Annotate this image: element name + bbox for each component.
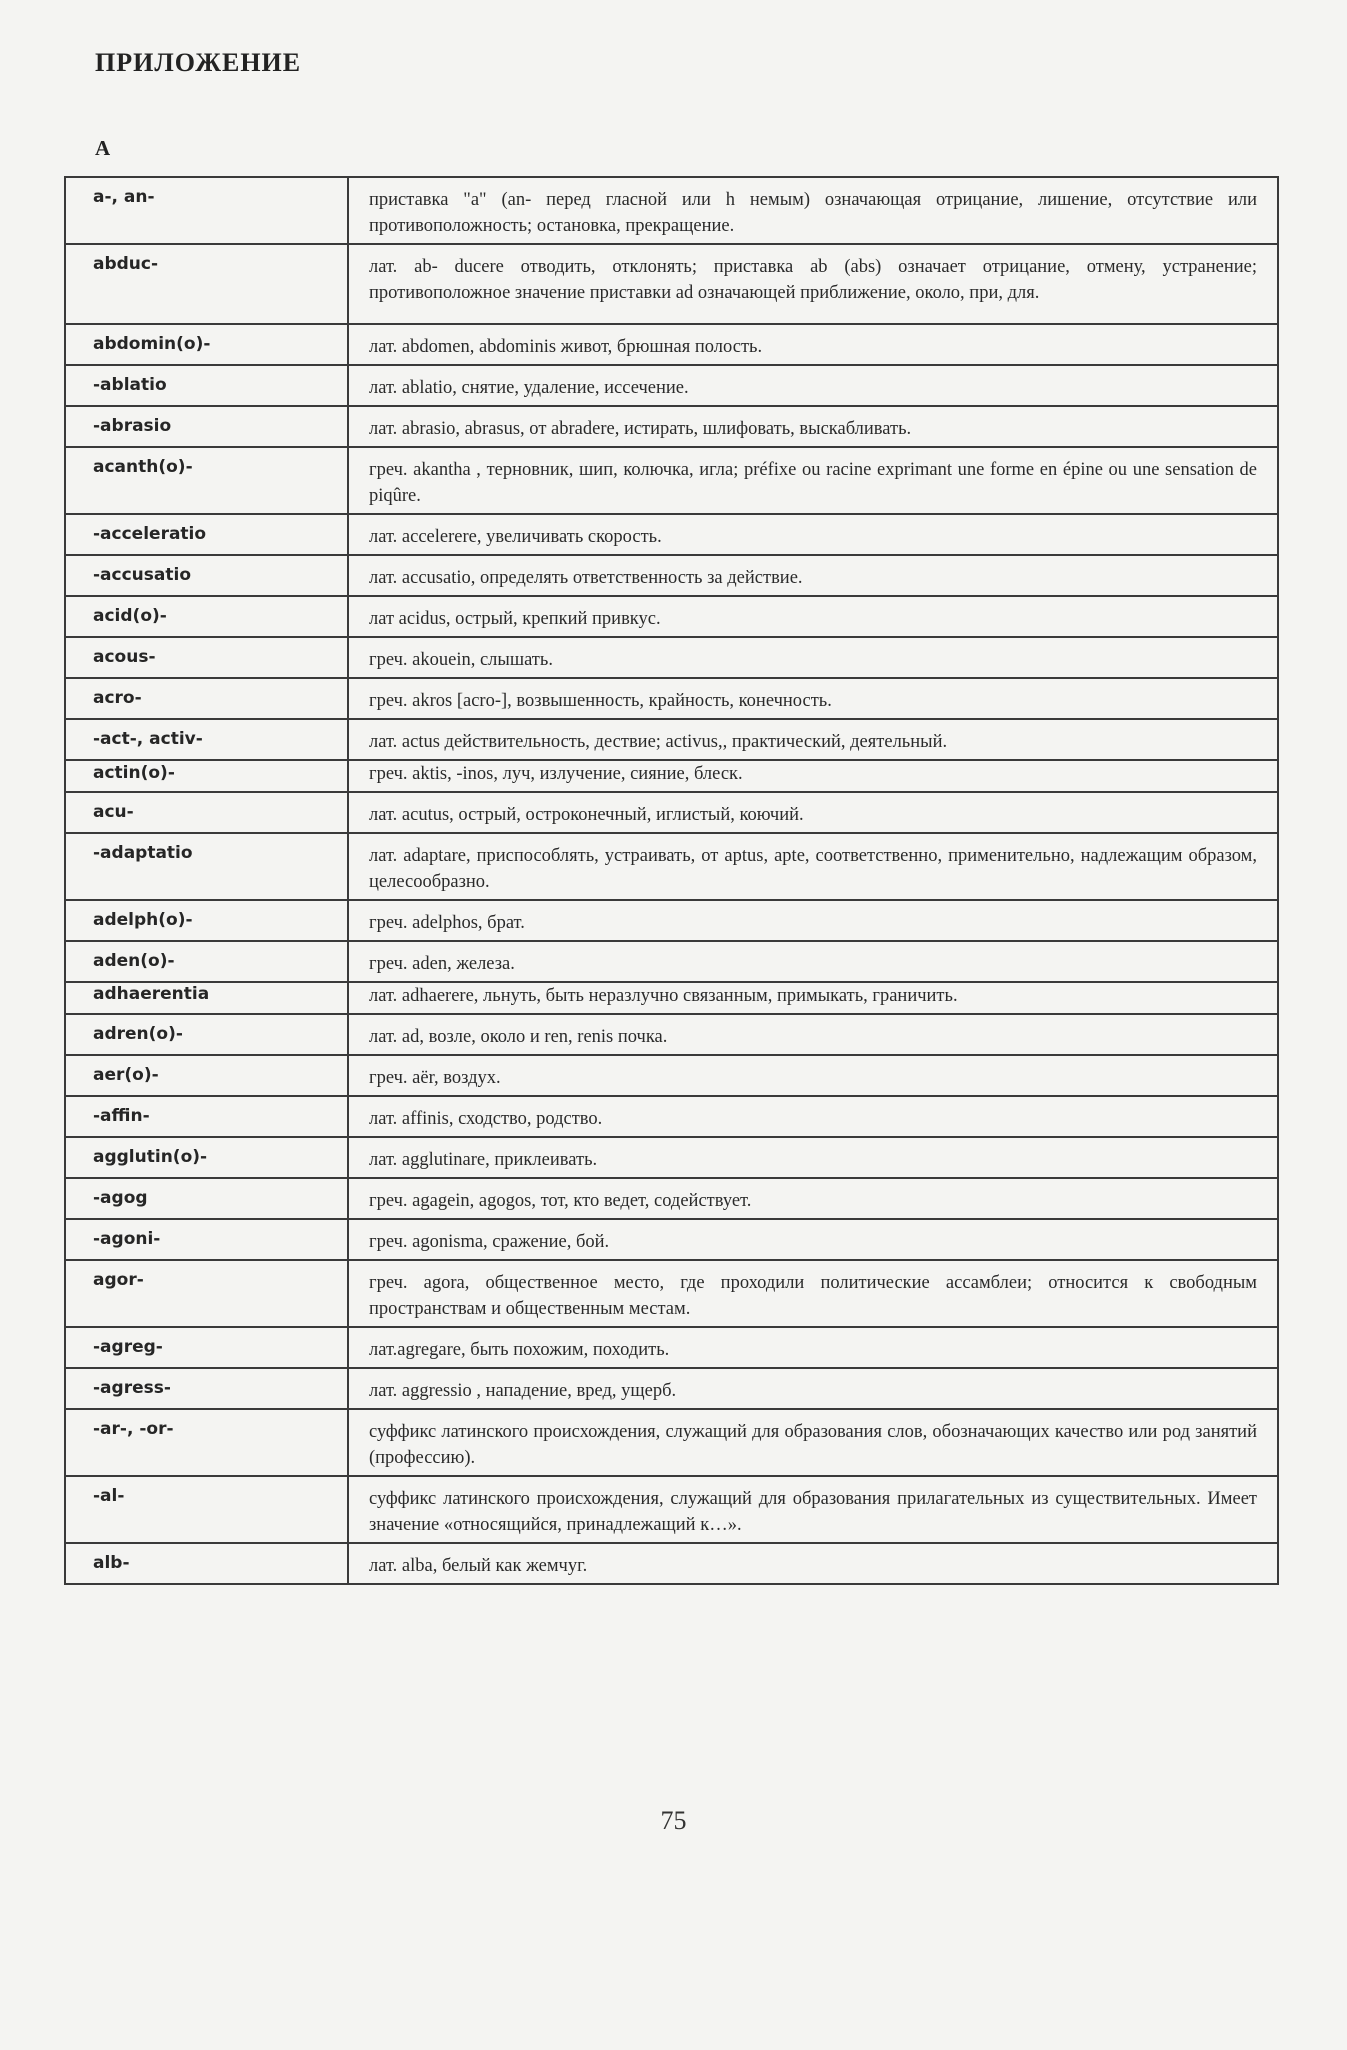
- table-row: [65, 982, 1278, 1014]
- entry-term: abdomin(o)-: [65, 324, 348, 365]
- table-row: [65, 1409, 1278, 1476]
- entry-definition: лат.agregare, быть похожим, походить.: [348, 1327, 1278, 1368]
- table-row: [65, 555, 1278, 596]
- entry-term: -al-: [65, 1476, 348, 1543]
- entry-definition: греч. agora, общественное место, где проходили политические ассамблеи; относится к свободным пространствам и общественным местам.: [348, 1260, 1278, 1327]
- table-row: [65, 1014, 1278, 1055]
- entry-definition: лат. acutus, острый, остроконечный, иглистый, коючий.: [348, 792, 1278, 833]
- entry-term: acu-: [65, 792, 348, 833]
- entry-definition: лат. adhaerere, льнуть, быть неразлучно связанным, примыкать, граничить.: [348, 982, 1278, 1014]
- table-row: [65, 833, 1278, 900]
- entry-term: -agress-: [65, 1368, 348, 1409]
- entry-definition: лат. abdomen, abdominis живот, брюшная полость.: [348, 324, 1278, 365]
- entry-definition: греч. akouein, слышать.: [348, 637, 1278, 678]
- entry-term: agglutin(o)-: [65, 1137, 348, 1178]
- entry-definition: суффикс латинского происхождения, служащий для образования слов, обозначающих качество или род занятий (профессию).: [348, 1409, 1278, 1476]
- table-row: [65, 900, 1278, 941]
- table-row: [65, 792, 1278, 833]
- entry-definition: греч. akantha , терновник, шип, колючка, игла; préfixe ou racine exprimant une forme en épine ou une sensation de piqûre.: [348, 447, 1278, 514]
- table-row: [65, 447, 1278, 514]
- entry-term: aden(o)-: [65, 941, 348, 982]
- table-row: [65, 177, 1278, 244]
- table-row: [65, 637, 1278, 678]
- table-row: [65, 1219, 1278, 1260]
- entry-definition: лат. alba, белый как жемчуг.: [348, 1543, 1278, 1584]
- entry-definition: греч. adelphos, брат.: [348, 900, 1278, 941]
- entry-definition: лат acidus, острый, крепкий привкус.: [348, 596, 1278, 637]
- entry-definition: лат. adaptare, приспособлять, устраивать, от aptus, apte, соответственно, применительно, надлежащим образом, целесообразно.: [348, 833, 1278, 900]
- entry-term: adelph(o)-: [65, 900, 348, 941]
- entry-term: acid(o)-: [65, 596, 348, 637]
- entry-term: -ablatio: [65, 365, 348, 406]
- entry-term: -acceleratio: [65, 514, 348, 555]
- entry-term: actin(o)-: [65, 760, 348, 792]
- entry-term: agor-: [65, 1260, 348, 1327]
- page-title: ПРИЛОЖЕНИЕ: [95, 48, 302, 77]
- entry-definition: суффикс латинского происхождения, служащий для образования прилагательных из существительных. Имеет значение «относящийся, принадлежащий к…».: [348, 1476, 1278, 1543]
- table-row: [65, 1476, 1278, 1543]
- entry-term: a-, an-: [65, 177, 348, 244]
- table-row: [65, 1260, 1278, 1327]
- entry-definition: греч. aër, воздух.: [348, 1055, 1278, 1096]
- table-row: [65, 719, 1278, 760]
- entry-term: -act-, activ-: [65, 719, 348, 760]
- table-row: [65, 678, 1278, 719]
- entry-term: acro-: [65, 678, 348, 719]
- table-row: [65, 760, 1278, 792]
- table-row: [65, 1543, 1278, 1584]
- table-row: [65, 406, 1278, 447]
- table-row: [65, 1327, 1278, 1368]
- entry-definition: греч. aden, железа.: [348, 941, 1278, 982]
- entry-term: adren(o)-: [65, 1014, 348, 1055]
- entry-term: alb-: [65, 1543, 348, 1584]
- table-row: [65, 324, 1278, 365]
- entry-definition: греч. aktis, -inos, луч, излучение, сияние, блеск.: [348, 760, 1278, 792]
- dictionary-table: [64, 176, 1279, 1585]
- entry-term: adhaerentia: [65, 982, 348, 1014]
- entry-definition: приставка "а" (an- перед гласной или h немым) означающая отрицание, лишение, отсутствие или противоположность; остановка, прекращение.: [348, 177, 1278, 244]
- entry-term: -adaptatio: [65, 833, 348, 900]
- table-row: [65, 244, 1278, 324]
- entry-definition: лат. ab- ducere отводить, отклонять; приставка ab (abs) означает отрицание, отмену, устранение; противоположное значение приставки ad означающей приближение, около, при, для.: [348, 244, 1278, 324]
- entry-term: aer(o)-: [65, 1055, 348, 1096]
- entry-definition: лат. accelerere, увеличивать скорость.: [348, 514, 1278, 555]
- entry-term: acanth(o)-: [65, 447, 348, 514]
- table-row: [65, 365, 1278, 406]
- table-row: [65, 596, 1278, 637]
- entry-definition: греч. agonisma, сражение, бой.: [348, 1219, 1278, 1260]
- table-row: [65, 1178, 1278, 1219]
- entry-term: abduc-: [65, 244, 348, 324]
- table-row: [65, 1137, 1278, 1178]
- page-number: 75: [660, 1806, 687, 1835]
- entry-term: -ar-, -or-: [65, 1409, 348, 1476]
- entry-definition: лат. aggressio , нападение, вред, ущерб.: [348, 1368, 1278, 1409]
- entry-term: -affin-: [65, 1096, 348, 1137]
- entry-definition: лат. abrasio, abrasus, от abradere, истирать, шлифовать, выскабливать.: [348, 406, 1278, 447]
- entry-definition: греч. agagein, agogos, тот, кто ведет, содействует.: [348, 1178, 1278, 1219]
- section-letter: А: [95, 136, 111, 160]
- entry-definition: греч. akros [acro-], возвышенность, крайность, конечность.: [348, 678, 1278, 719]
- table-row: [65, 1055, 1278, 1096]
- entry-term: -agog: [65, 1178, 348, 1219]
- entry-term: -agoni-: [65, 1219, 348, 1260]
- table-row: [65, 1096, 1278, 1137]
- table-row: [65, 514, 1278, 555]
- entry-term: -agreg-: [65, 1327, 348, 1368]
- entry-definition: лат. affinis, сходство, родство.: [348, 1096, 1278, 1137]
- table-row: [65, 1368, 1278, 1409]
- entry-definition: лат. ablatio, снятие, удаление, иссечение.: [348, 365, 1278, 406]
- entry-term: -abrasio: [65, 406, 348, 447]
- table-row: [65, 941, 1278, 982]
- entry-definition: лат. actus действительность, дествие; activus,, практический, деятельный.: [348, 719, 1278, 760]
- entry-term: -accusatio: [65, 555, 348, 596]
- entry-term: acous-: [65, 637, 348, 678]
- entry-definition: лат. accusatio, определять ответственность за действие.: [348, 555, 1278, 596]
- entry-definition: лат. ad, возле, около и ren, renis почка.: [348, 1014, 1278, 1055]
- entry-definition: лат. agglutinare, приклеивать.: [348, 1137, 1278, 1178]
